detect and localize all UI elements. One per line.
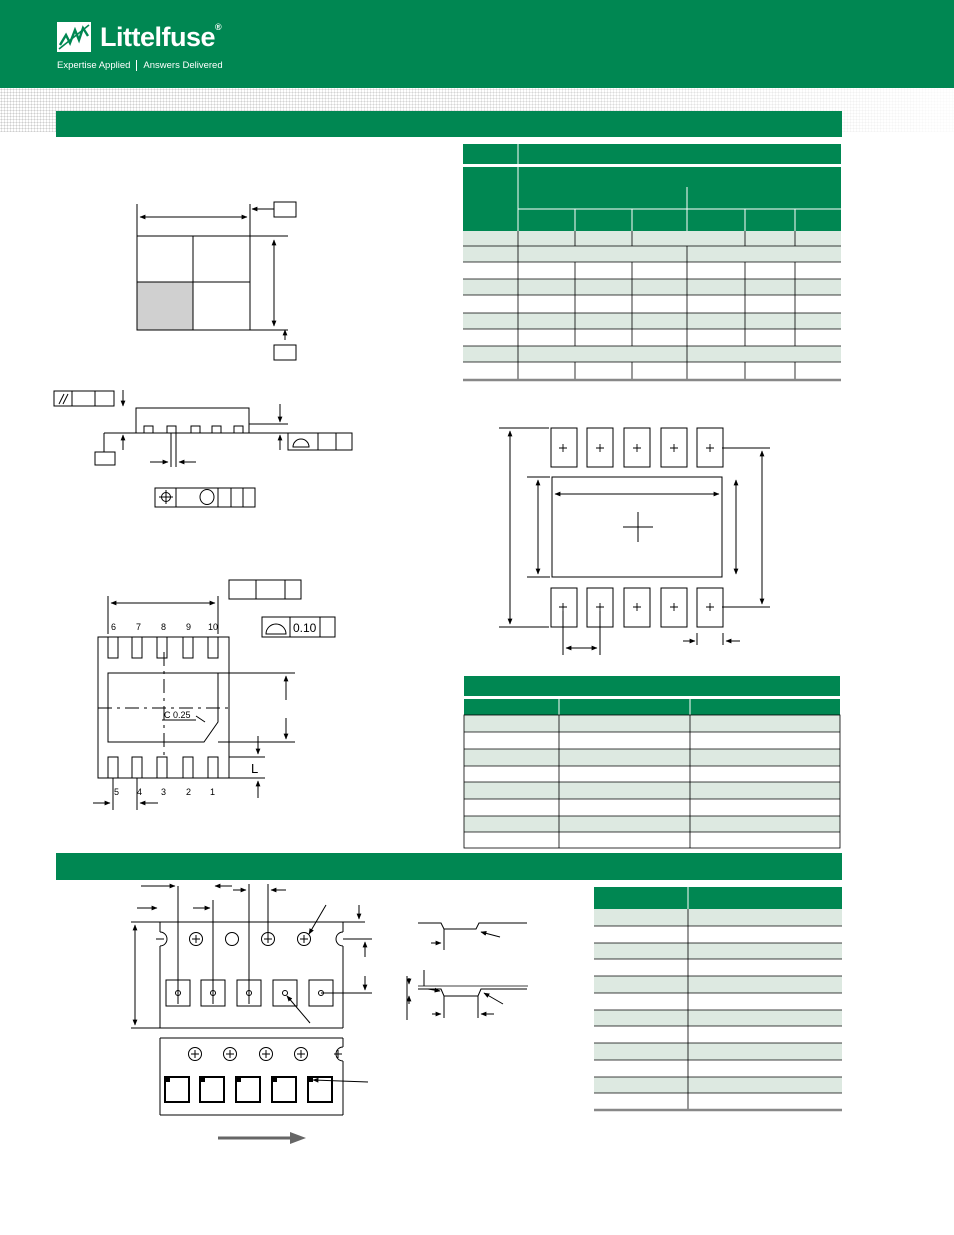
tape-spec-table — [594, 887, 842, 1110]
pin-label-top: 10 — [208, 622, 219, 632]
profile-tolerance-value: 0.10 — [293, 621, 317, 635]
bottom-view-drawing — [93, 580, 335, 810]
tape-cross-section-drawing — [407, 923, 528, 1020]
lead-length-label: L — [251, 761, 259, 776]
tape-drawing — [131, 884, 372, 1028]
dimensions-table — [463, 144, 841, 380]
land-pattern-drawing — [499, 428, 770, 655]
pin-label-bottom: 3 — [161, 787, 167, 797]
pin-label-top: 7 — [136, 622, 142, 632]
land-pattern-table — [464, 676, 840, 848]
pin-label-bottom: 5 — [114, 787, 120, 797]
side-view-drawing — [54, 390, 352, 507]
top-view-drawing — [137, 202, 296, 360]
pin-label-bottom: 1 — [210, 787, 216, 797]
pin-label-top: 8 — [161, 622, 167, 632]
feed-direction-arrow-icon — [218, 1132, 306, 1144]
pin-label-bottom: 2 — [186, 787, 192, 797]
brand-tagline: Expertise Applied Answers Delivered — [57, 60, 223, 72]
pin-label-bottom: 4 — [137, 787, 143, 797]
pin-label-top: 6 — [111, 622, 117, 632]
chamfer-label: C 0.25 — [164, 710, 191, 720]
pin-label-top: 9 — [186, 622, 192, 632]
tape-units-drawing — [160, 1038, 368, 1115]
brand-name: Littelfuse® — [100, 22, 222, 52]
